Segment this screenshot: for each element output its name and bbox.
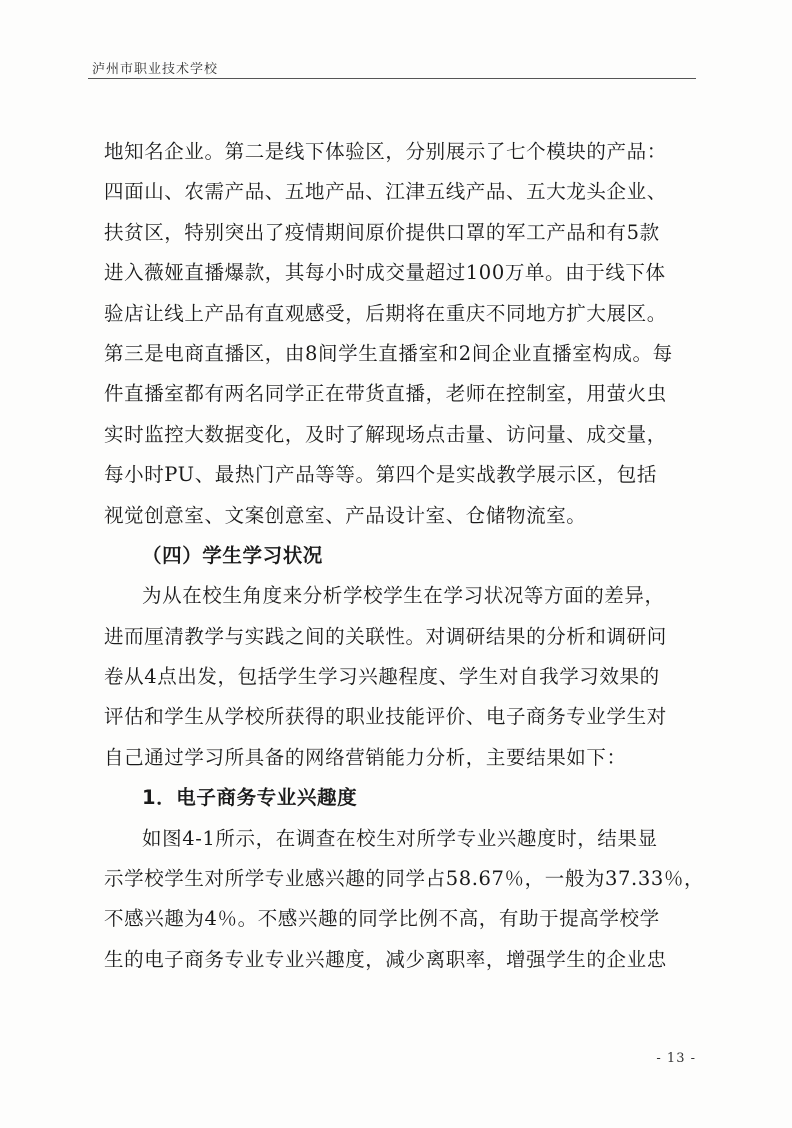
- body-line: 进入薇娅直播爆款，其每小时成交量超过100万单。由于线下体: [104, 261, 666, 285]
- body-line: 每小时PU、最热门产品等等。第四个是实战教学展示区，包括: [104, 463, 658, 487]
- body-line: 地知名企业。第二是线下体验区，分别展示了七个模块的产品：: [104, 140, 667, 163]
- intro-line: 评估和学生从学校所获得的职业技能评价、电子商务专业学生对: [104, 705, 667, 729]
- page-number: - 13 -: [656, 1051, 696, 1066]
- body-line: 第三是电商直播区，由8间学生直播室和2间企业直播室构成。每: [104, 341, 673, 365]
- body-line: 视觉创意室、文案创意室、产品设计室、仓储物流室。: [104, 503, 587, 527]
- body-line: 件直播室都有两名同学正在带货直播，老师在控制室，用萤火虫: [104, 382, 667, 406]
- intro-line: 自己通过学习所具备的网络营销能力分析，主要结果如下：: [104, 745, 627, 769]
- result-line: 如图4-1所示，在调查在校生对所学专业兴趣度时，结果显: [142, 826, 658, 850]
- body-text: [104, 132, 704, 980]
- intro-line: 为从在校生角度来分析学校学生在学习状况等方面的差异，: [142, 584, 665, 608]
- result-line: 生的电子商务专业专业兴趣度，减少离职率，增强学生的企业忠: [104, 947, 667, 971]
- header-divider: [88, 78, 696, 79]
- section-heading: （四）学生学习状况: [142, 543, 323, 567]
- subsection-heading: 1．电子商务专业兴趣度: [142, 786, 358, 810]
- page-header-school-name: 泸州市职业技术学校: [92, 62, 219, 77]
- body-line: 扶贫区，特别突出了疫情期间原价提供口罩的军工产品和有5款: [104, 220, 660, 244]
- intro-line: 卷从4点出发，包括学生学习兴趣程度、学生对自我学习效果的: [104, 665, 660, 689]
- result-line: 示学校学生对所学专业感兴趣的同学占58.67％，一般为37.33％，: [104, 867, 705, 891]
- result-line: 不感兴趣为4％。不感兴趣的同学比例不高，有助于提高学校学: [104, 907, 660, 931]
- body-line: 四面山、农需产品、五地产品、江津五线产品、五大龙头企业、: [104, 180, 667, 204]
- body-line: 验店让线上产品有直观感受，后期将在重庆不同地方扩大展区。: [104, 301, 667, 325]
- body-line: 实时监控大数据变化，及时了解现场点击量、访问量、成交量，: [104, 422, 667, 446]
- intro-line: 进而厘清教学与实践之间的关联性。对调研结果的分析和调研问: [104, 624, 667, 648]
